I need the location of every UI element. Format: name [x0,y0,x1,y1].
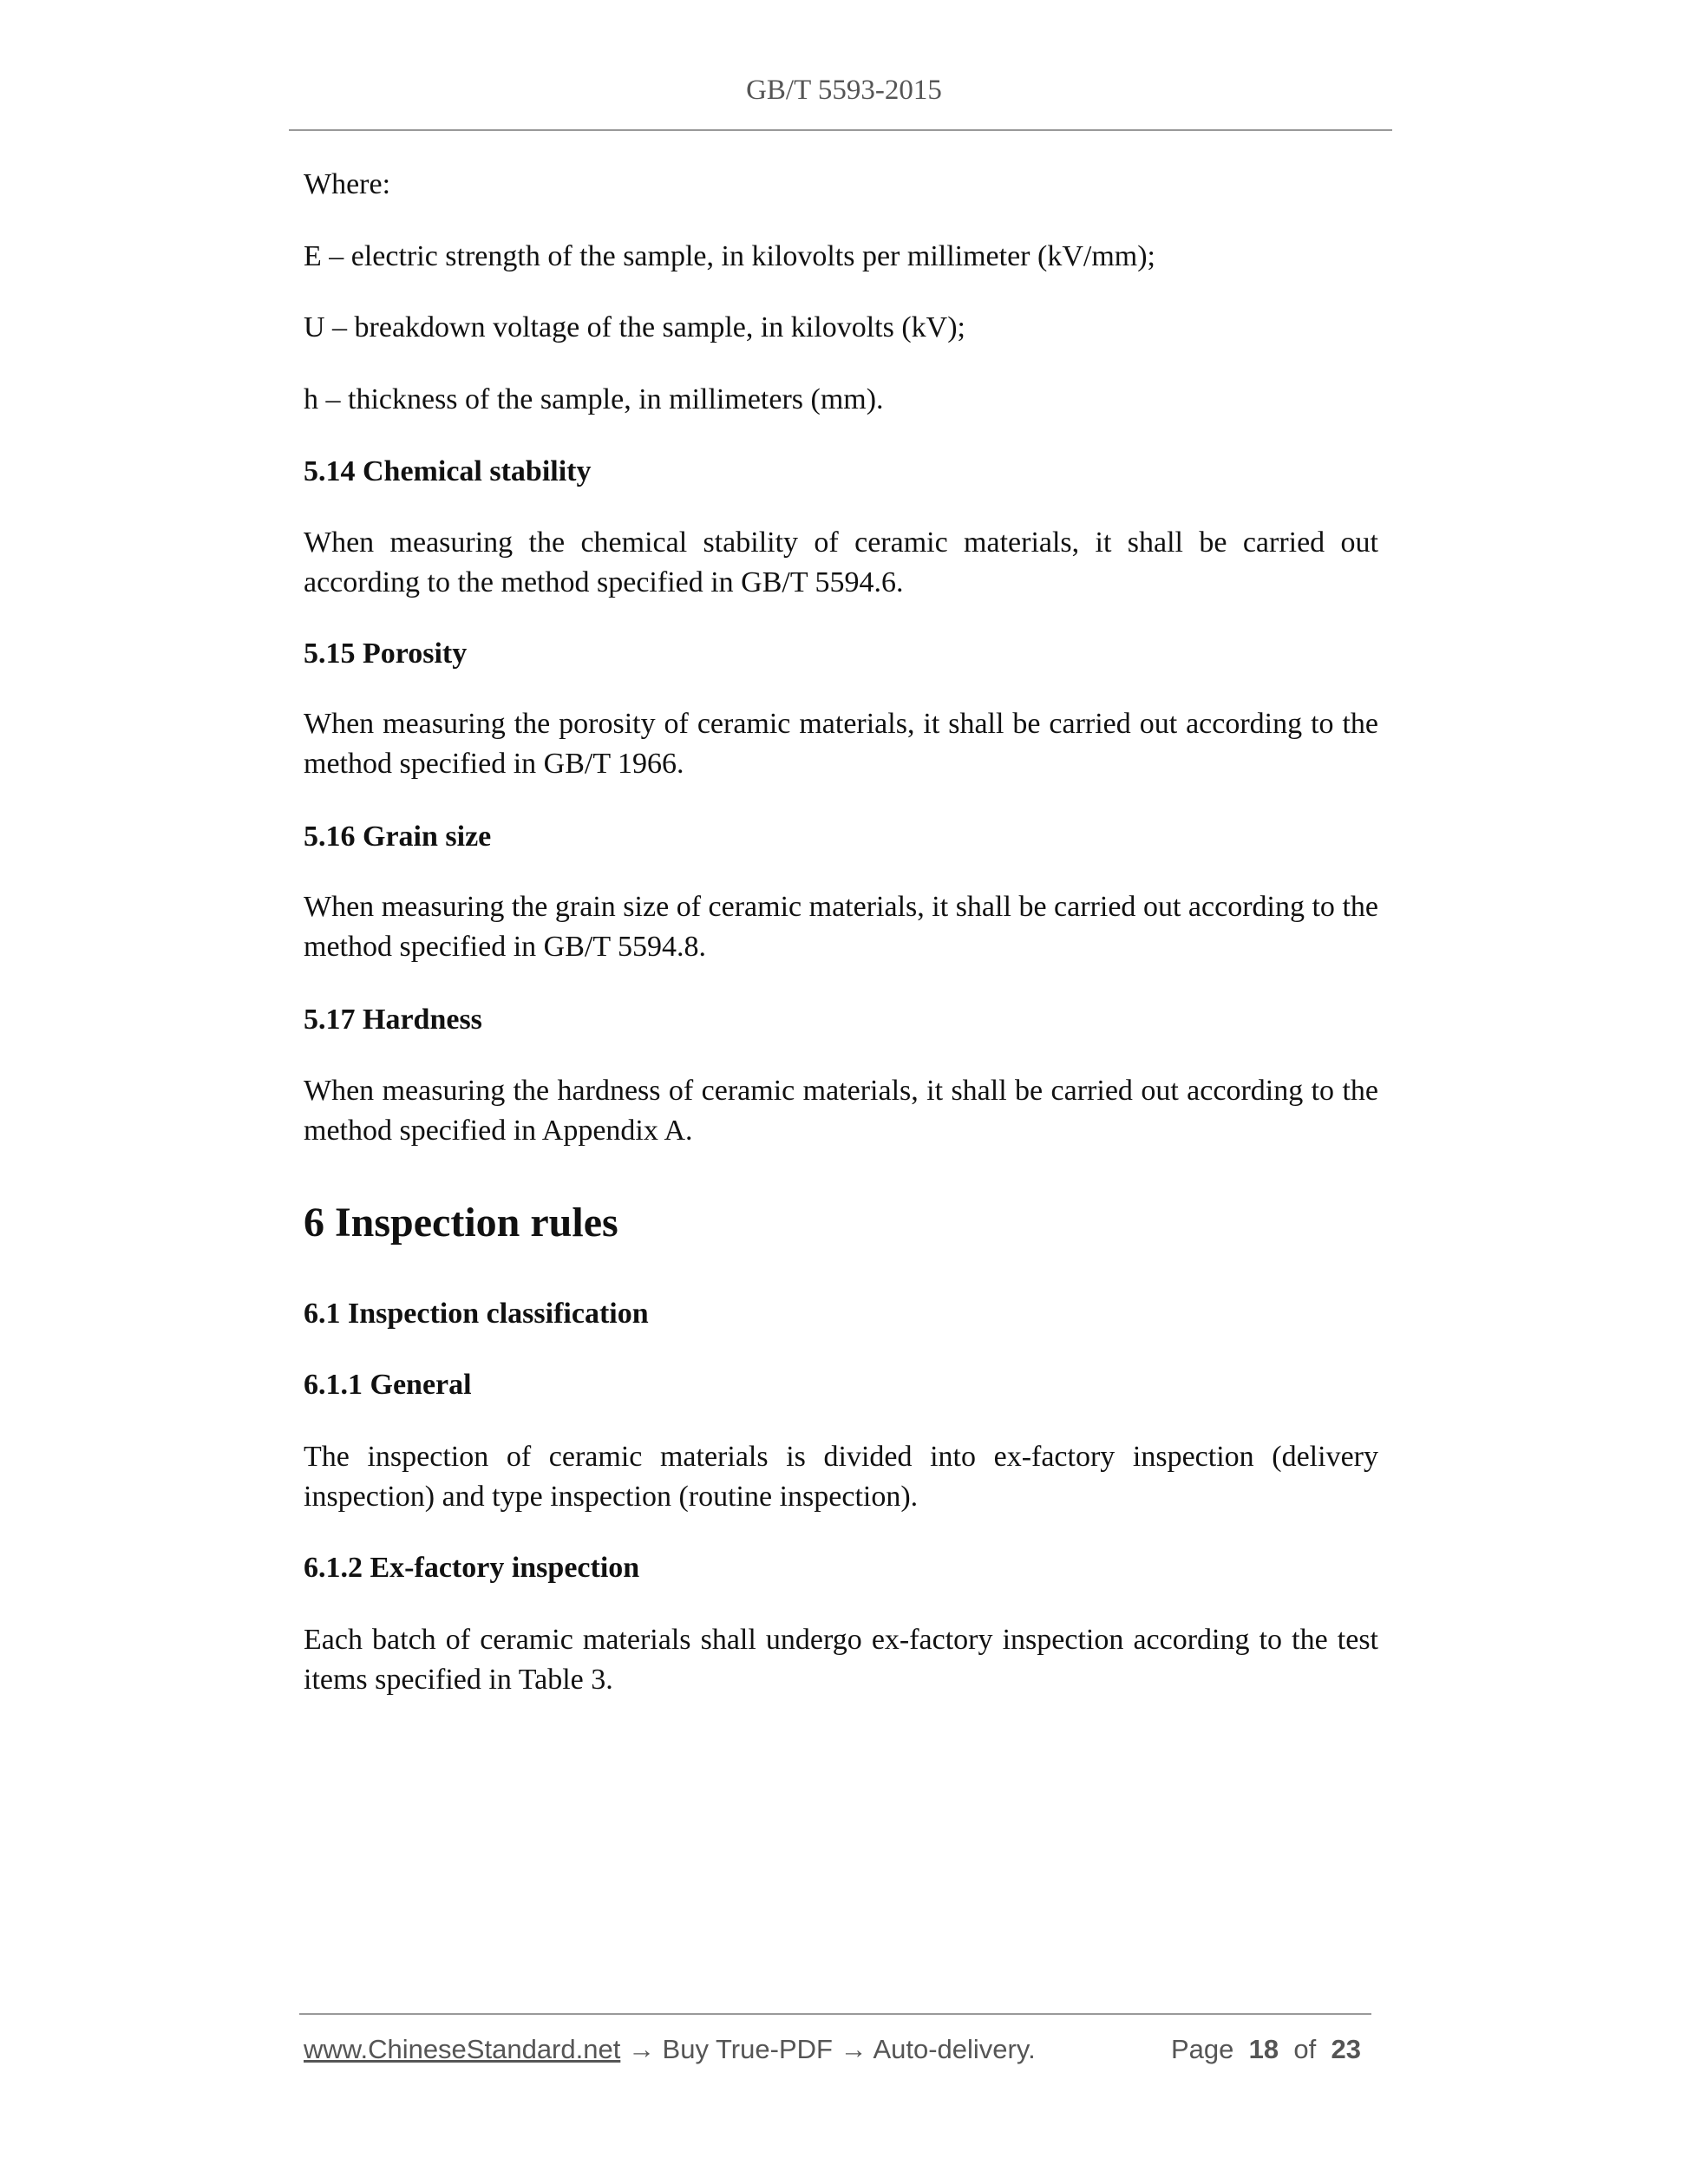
footer-promo [304,2034,1036,2065]
heading-6: 6 Inspection rules [304,1200,618,1246]
footer-divider [299,2013,1371,2015]
page-number: 18 [1248,2034,1279,2064]
definition-e: E – electric strength of the sample, in kilovolts per millimeter (kV/mm); [304,240,1155,272]
promo-text: → Buy True-PDF → Auto-delivery. [620,2034,1036,2064]
paragraph-5-14: When measuring the chemical stability of ceramic materials, it shall be carried out according to the method specified in GB/T 5594.6. [304,526,1378,598]
website-link[interactable]: www.ChineseStandard.net [304,2034,621,2064]
heading-6-1: 6.1 Inspection classification [304,1298,649,1330]
heading-6-1-2: 6.1.2 Ex-factory inspection [304,1552,640,1584]
page-total: 23 [1331,2034,1361,2064]
heading-6-1-1: 6.1.1 General [304,1369,472,1401]
heading-5-14: 5.14 Chemical stability [304,455,592,487]
paragraph-6-1-1: The inspection of ceramic materials is divided into ex-factory inspection (delivery inspection) and type inspection (routine inspection). [304,1441,1378,1513]
paragraph-6-1-2: Each batch of ceramic materials shall undergo ex-factory inspection according to the test items specified in Table 3. [304,1624,1378,1696]
heading-5-16: 5.16 Grain size [304,821,492,853]
heading-5-15: 5.15 Porosity [304,638,468,670]
page-word: Page [1171,2034,1234,2064]
where-label: Where: [304,168,391,200]
running-header: GB/T 5593-2015 [746,75,942,106]
of-word: of [1293,2034,1317,2064]
paragraph-5-15: When measuring the porosity of ceramic materials, it shall be carried out according to the method specified in GB/T 1966. [304,708,1378,780]
heading-5-17: 5.17 Hardness [304,1004,482,1036]
definition-u: U – breakdown voltage of the sample, in kilovolts (kV); [304,311,965,343]
page-indicator [1171,2034,1361,2065]
paragraph-5-16: When measuring the grain size of ceramic materials, it shall be carried out according to the method specified in GB/T 5594.8. [304,891,1378,963]
header-divider [289,129,1392,131]
definition-h: h – thickness of the sample, in millimeters (mm). [304,383,884,415]
paragraph-5-17: When measuring the hardness of ceramic materials, it shall be carried out according to the method specified in Appendix A. [304,1075,1378,1147]
